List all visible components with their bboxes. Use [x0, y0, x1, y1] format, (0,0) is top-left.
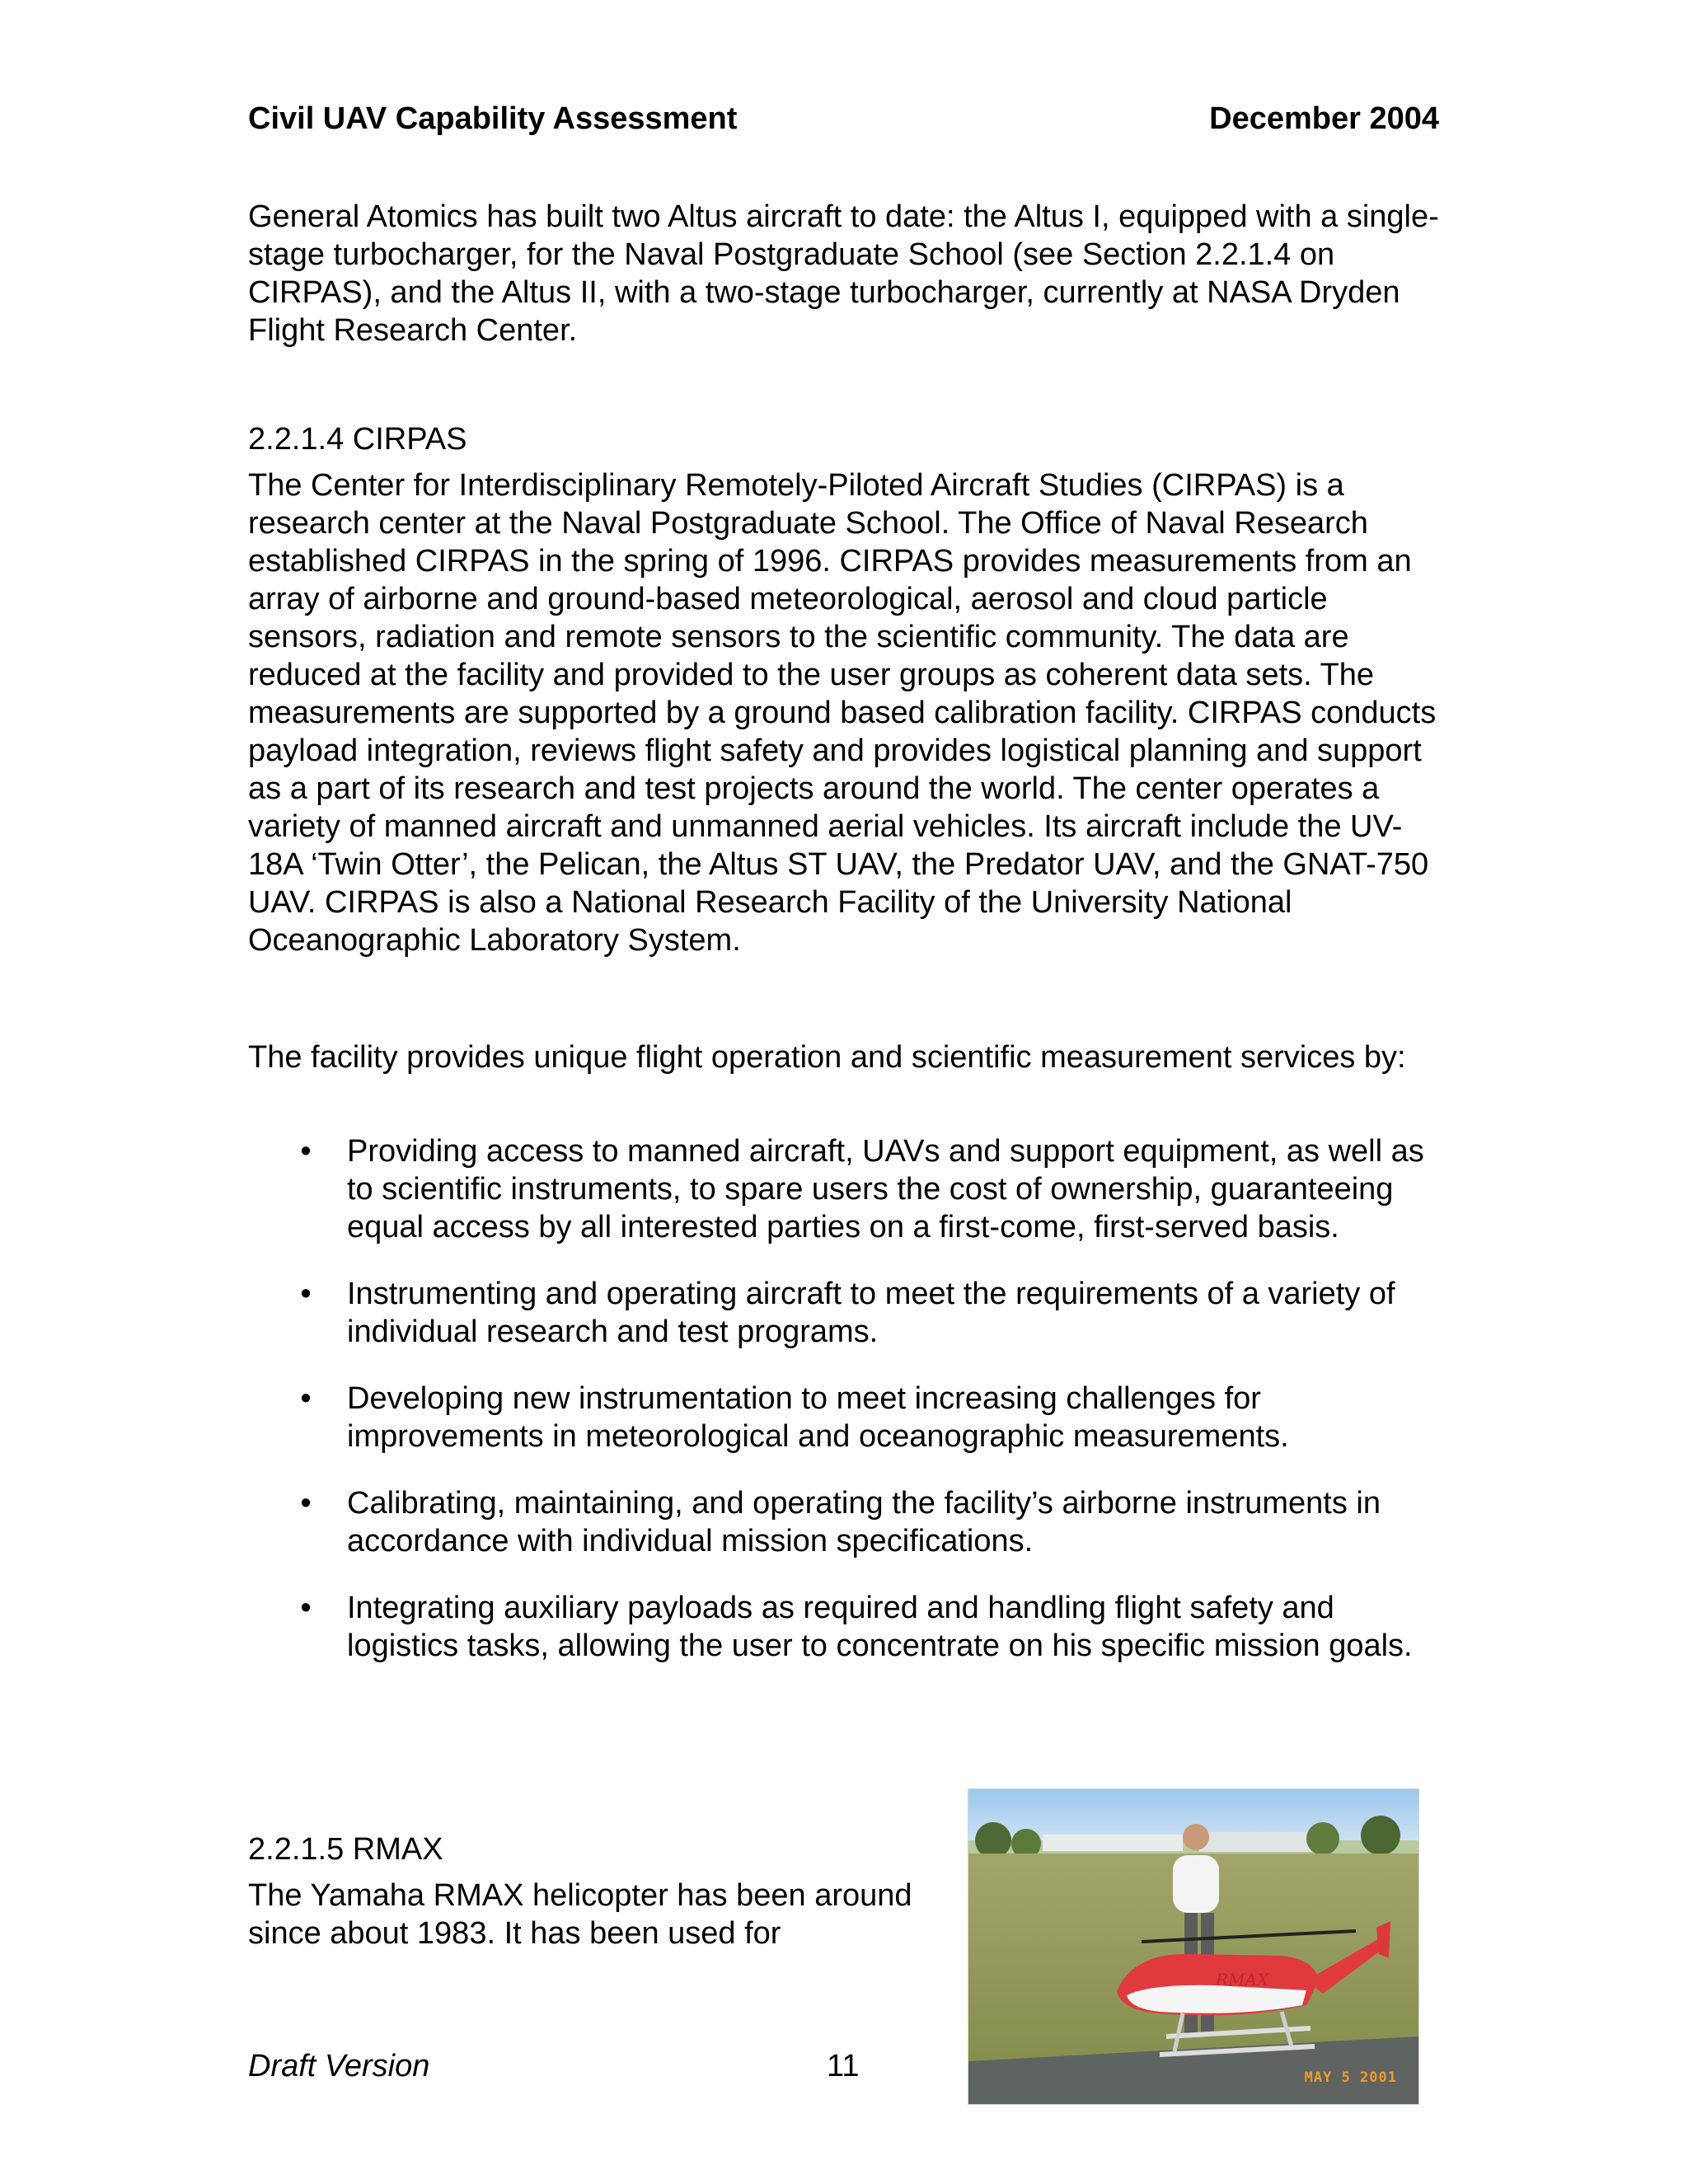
services-intro: The facility provides unique flight operation and scientific measurement services by:	[248, 1040, 1406, 1075]
list-item	[248, 1589, 1443, 1665]
footer-version: Draft Version	[248, 2049, 430, 2083]
list-item-text: Instrumenting and operating aircraft to meet the requirements of a variety of individual research and test programs.	[347, 1277, 1395, 1349]
rmax-fuselage-text: RMAX	[1216, 1970, 1269, 1990]
bullet-icon: •	[300, 1486, 312, 1521]
footer-page-number: 11	[827, 2049, 860, 2083]
list-item-text: Providing access to manned aircraft, UAVs and support equipment, as well as to scientific instruments, to spare users the cost of ownership, guaranteeing equal access by all interested parties on a first-come, first-served basis.	[347, 1134, 1424, 1244]
cirpas-paragraph: The Center for Interdisciplinary Remotely-Piloted Aircraft Studies (CIRPAS) is a research center at the Naval Postgraduate School. The Office of Naval Research established CIRPAS in the spring of 1996. CIRPAS provides measurements from an array of airborne and ground-based meteorological, aerosol and cloud particle sensors, radiation and remote sensors to the scientific community. The data are reduced at the facility and provided to the user groups as coherent data sets. The measurements are supported by a ground based calibration facility. CIRPAS conducts payload integration, reviews flight safety and provides logistical planning and support as a part of its research and test projects around the world. The center operates a variety of manned aircraft and unmanned aerial vehicles. Its aircraft include the UV-18A ‘Twin Otter’, the Pelican, the Altus ST UAV, the Predator UAV, and the GNAT-750 UAV. CIRPAS is also a National Research Facility of the University National Oceanographic Laboratory System.	[248, 468, 1437, 958]
list-item-text: Calibrating, maintaining, and operating the facility’s airborne instruments in accordance with individual mission specifications.	[347, 1486, 1381, 1558]
header-date: December 2004	[1209, 101, 1439, 136]
cirpas-heading: 2.2.1.4 CIRPAS	[248, 422, 467, 457]
bullet-icon: •	[300, 1591, 312, 1625]
bullet-icon: •	[300, 1134, 312, 1169]
rmax-helicopter-photo	[968, 1788, 1419, 2105]
header-title: Civil UAV Capability Assessment	[248, 101, 738, 136]
photo-date-stamp: MAY 5 2001	[1304, 2069, 1397, 2086]
rmax-heading: 2.2.1.5 RMAX	[248, 1832, 443, 1867]
rmax-paragraph: The Yamaha RMAX helicopter has been around since about 1983. It has been used for	[248, 1878, 912, 1951]
list-item-text: Developing new instrumentation to meet increasing challenges for improvements in meteorological and oceanographic measurements.	[347, 1381, 1289, 1454]
list-item	[248, 1380, 1443, 1455]
list-item	[248, 1132, 1443, 1246]
list-item	[248, 1484, 1443, 1560]
bullet-icon: •	[300, 1381, 312, 1416]
intro-paragraph: General Atomics has built two Altus aircraft to date: the Altus I, equipped with a single-stage turbocharger, for the Naval Postgraduate School (see Section 2.2.1.4 on CIRPAS), and the Altus II, with a two-stage turbocharger, currently at NASA Dryden Flight Research Center.	[248, 199, 1439, 348]
list-item	[248, 1275, 1443, 1351]
bullet-icon: •	[300, 1277, 312, 1311]
list-item-text: Integrating auxiliary payloads as required and handling flight safety and logistics tasks, allowing the user to concentrate on his specific mission goals.	[347, 1591, 1413, 1663]
services-list	[248, 1132, 1443, 1694]
